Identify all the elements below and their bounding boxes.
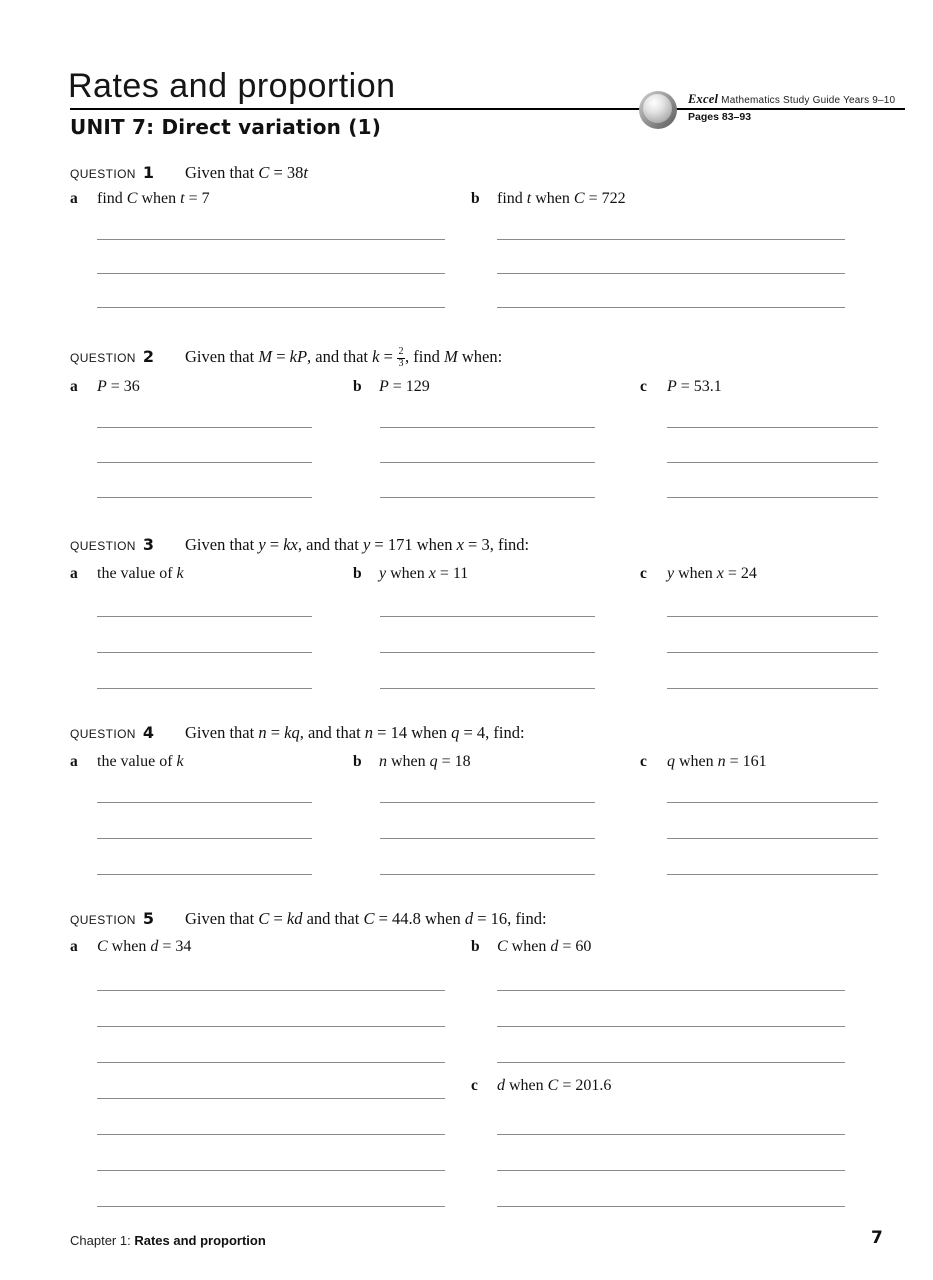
answer-line (497, 274, 845, 308)
badge-pages-text: Pages 83–93 (688, 111, 752, 123)
part-text: the value of k (97, 565, 184, 582)
part-text: q when n = 161 (667, 753, 767, 770)
answer-area-c (640, 581, 878, 689)
part-label: a (70, 378, 78, 395)
answer-lines-row (70, 206, 878, 308)
answer-line (97, 1171, 445, 1207)
question-prompt: Given that C = kd and that C = 44.8 when d = 16, find: (185, 909, 547, 928)
question-header (70, 908, 878, 934)
question-part-c (471, 1077, 878, 1099)
answer-line (497, 206, 845, 240)
answer-line (380, 653, 595, 689)
badge-series-text (688, 92, 895, 107)
answer-line (97, 428, 312, 463)
question-word: question (70, 346, 136, 366)
question-number: 5 (142, 909, 155, 928)
answer-line (497, 240, 845, 274)
answer-line (380, 803, 595, 839)
question-block-4 (70, 722, 878, 892)
question-word: question (70, 722, 136, 742)
excel-badge (637, 90, 907, 130)
answer-line (667, 581, 878, 617)
question-header (70, 534, 878, 560)
badge-brand: Excel (688, 92, 719, 106)
answer-lines-row (70, 581, 878, 689)
answer-line (97, 274, 445, 308)
part-text: y when x = 24 (667, 565, 757, 582)
answer-line (380, 839, 595, 875)
answer-line (380, 617, 595, 653)
part-label: b (471, 190, 480, 207)
answer-line (667, 428, 878, 463)
answer-line (97, 463, 312, 498)
answer-line (97, 393, 312, 428)
question-block-5 (70, 908, 878, 1208)
answer-area-a (70, 581, 353, 689)
question-header (70, 722, 878, 748)
part-label: b (353, 753, 362, 770)
answer-line (667, 617, 878, 653)
answer-line (97, 1063, 445, 1099)
part-text: P = 53.1 (667, 378, 722, 395)
page-title: Rates and proportion (68, 67, 396, 105)
answer-area-b (353, 393, 640, 498)
answer-line (97, 803, 312, 839)
answer-line (667, 653, 878, 689)
answer-line (497, 1171, 845, 1207)
part-label: a (70, 190, 78, 207)
answer-line (97, 240, 445, 274)
sphere-icon (639, 91, 677, 129)
question-block-2 (70, 346, 878, 516)
part-label: b (353, 378, 362, 395)
badge-series: Mathematics Study Guide Years 9–10 (721, 95, 896, 106)
question-number: 2 (142, 347, 155, 366)
answer-line (97, 653, 312, 689)
fraction: $\frac{2}{3}$ (398, 346, 404, 369)
part-label: c (640, 378, 647, 395)
answer-area-c (640, 767, 878, 875)
answer-line (97, 1099, 445, 1135)
part-text: n when q = 18 (379, 753, 471, 770)
answer-line (497, 955, 845, 991)
part-text: y when x = 11 (379, 565, 469, 582)
part-label: c (640, 753, 647, 770)
answer-line (97, 839, 312, 875)
part-text: d when C = 201.6 (497, 1077, 612, 1094)
answer-area-b (471, 206, 878, 308)
question-prompt: Given that C = 38t (185, 163, 308, 182)
answer-area-a (70, 393, 353, 498)
answer-line (97, 206, 445, 240)
footer-chapter-title: Rates and proportion (134, 1233, 266, 1248)
question-block-1 (70, 162, 878, 332)
unit-heading: UNIT 7: Direct variation (1) (70, 115, 382, 139)
part-label: c (640, 565, 647, 582)
question-number: 4 (142, 723, 155, 742)
question-header (70, 162, 878, 188)
part-label: a (70, 938, 78, 955)
part-label: b (353, 565, 362, 582)
part-label: b (471, 938, 480, 955)
question-header (70, 346, 878, 372)
answer-line (497, 1135, 845, 1171)
question-number: 3 (142, 535, 155, 554)
question-number: 1 (142, 163, 155, 182)
answer-line (497, 991, 845, 1027)
part-label: a (70, 565, 78, 582)
question-word: question (70, 162, 136, 182)
part-text: P = 36 (97, 378, 140, 395)
answer-lines-row (70, 393, 878, 498)
part-label: a (70, 753, 78, 770)
part-text: C when d = 60 (497, 938, 592, 955)
answer-area-a (70, 955, 471, 1207)
part-label: c (471, 1077, 478, 1094)
question-block-3 (70, 534, 878, 704)
answer-area-b (353, 581, 640, 689)
answer-area-b-c (471, 955, 878, 1207)
answer-line (497, 1099, 845, 1135)
question-part-a (70, 938, 471, 956)
answer-line (380, 767, 595, 803)
answer-line (97, 581, 312, 617)
footer-page-number: 7 (871, 1228, 883, 1248)
footer-chapter-prefix: Chapter 1: (70, 1233, 135, 1248)
answer-area-a (70, 206, 471, 308)
question-word: question (70, 908, 136, 928)
part-text: C when d = 34 (97, 938, 192, 955)
answer-line (497, 1027, 845, 1063)
answer-line (380, 393, 595, 428)
part-text: find C when t = 7 (97, 190, 210, 207)
answer-line (667, 839, 878, 875)
answer-line (97, 991, 445, 1027)
part-text: the value of k (97, 753, 184, 770)
question-prompt: Given that y = kx, and that y = 171 when x = 3, find: (185, 535, 530, 554)
answer-line (97, 955, 445, 991)
answer-line (667, 803, 878, 839)
answer-line (380, 463, 595, 498)
question-prompt: Given that M = kP, and that k = $\frac{2}{3}$ , find M when: (185, 346, 503, 369)
answer-line (667, 767, 878, 803)
question-prompt: Given that n = kq, and that n = 14 when q = 4, find: (185, 723, 525, 742)
question-part-b (471, 938, 878, 956)
answer-line (667, 463, 878, 498)
part-text: find t when C = 722 (497, 190, 626, 207)
answer-line (380, 581, 595, 617)
answer-line (97, 617, 312, 653)
answer-line (97, 767, 312, 803)
answer-line (380, 428, 595, 463)
answer-line (97, 1135, 445, 1171)
answer-lines-row (70, 767, 878, 875)
footer-chapter (70, 1233, 266, 1248)
answer-line (667, 393, 878, 428)
answer-area-a (70, 767, 353, 875)
answer-line (97, 1027, 445, 1063)
answer-area-b (353, 767, 640, 875)
part-text: P = 129 (379, 378, 430, 395)
parts-row (70, 938, 878, 956)
answer-area-c (640, 393, 878, 498)
question-word: question (70, 534, 136, 554)
